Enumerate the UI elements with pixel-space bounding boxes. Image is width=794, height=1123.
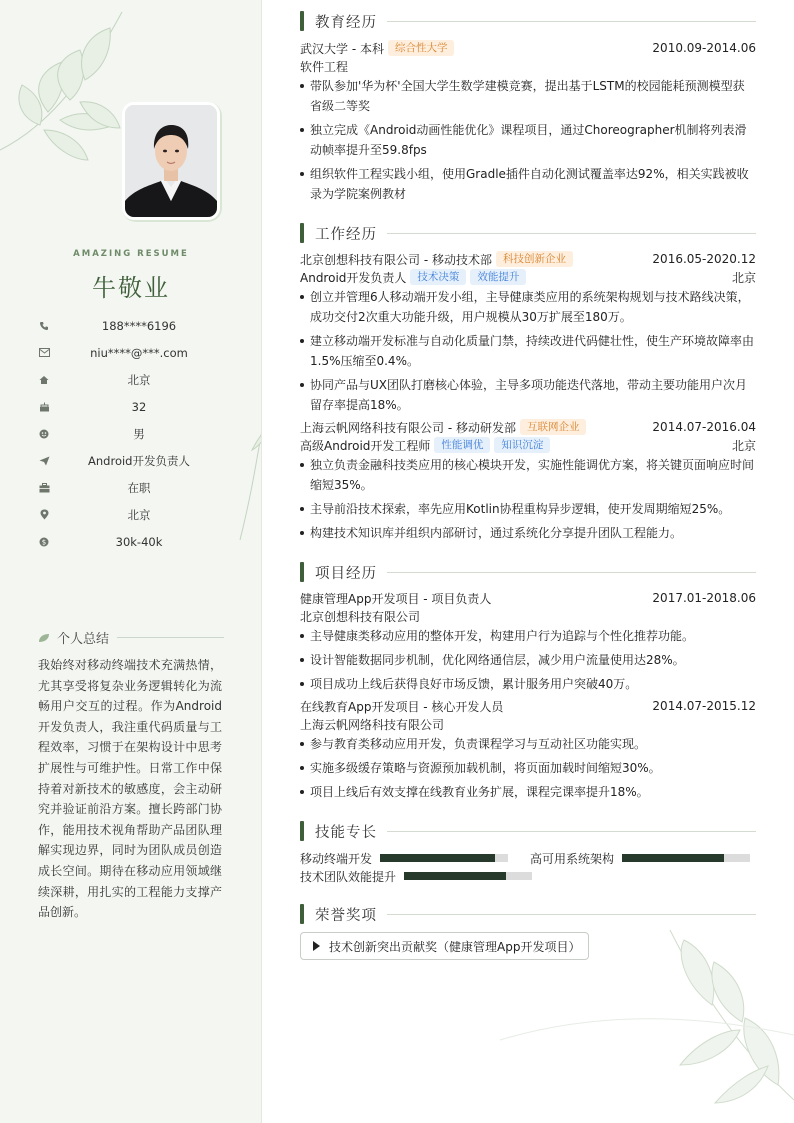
work-title: 工作经历 [315, 226, 377, 243]
project-company-row [300, 715, 756, 733]
skill-bar-track [622, 854, 750, 862]
section-divider [387, 572, 756, 573]
info-row-location [38, 501, 228, 528]
mail-icon [38, 347, 50, 359]
briefcase-icon [38, 482, 50, 494]
job-role-row [300, 436, 756, 454]
job-role: 高级Android开发工程师 [300, 438, 431, 453]
section-divider [387, 21, 756, 22]
skill-name: 高可用系统架构 [530, 851, 615, 866]
brand-label: AMAZING RESUME [73, 249, 189, 259]
section-divider [387, 233, 756, 234]
job-bullet: 独立负责金融科技类应用的核心模块开发，实施性能调优方案，将关键页面响应时间缩短35%。 [300, 455, 756, 495]
email-value: niu****@***.com [90, 345, 188, 360]
education-header [300, 39, 756, 57]
gender-value: 男 [133, 426, 145, 441]
project-header [300, 589, 756, 607]
education-bullet: 组织软件工程实践小组，使用Gradle插件自动化测试覆盖率达92%，相关实践被收录为学院案例教材 [300, 164, 756, 204]
job-bullet: 协同产品与UX团队打磨核心体验，主导多项功能迭代落地，带动主要功能用户次月留存率提高18%。 [300, 375, 756, 415]
cake-icon [38, 401, 50, 413]
project-company: 上海云帆网络科技有限公司 [300, 717, 445, 732]
project-bullet: 参与教育类移动应用开发，负责课程学习与互动社区功能实现。 [300, 734, 756, 754]
project-date: 2017.01-2018.06 [652, 591, 756, 605]
role-tag: 知识沉淀 [494, 437, 550, 453]
phone-value: 188****6196 [101, 318, 177, 333]
company-name: 北京创想科技有限公司 - 移动技术部 [300, 252, 492, 267]
section-divider [387, 831, 756, 832]
section-accent-bar [300, 11, 304, 31]
skill-name: 技术团队效能提升 [300, 869, 397, 884]
role-tag: 效能提升 [470, 269, 526, 285]
education-section-title [300, 11, 756, 31]
avatar-frame [122, 102, 222, 222]
gender-icon [38, 428, 50, 440]
location-icon [38, 509, 50, 521]
company-name: 上海云帆网络科技有限公司 - 移动研发部 [300, 420, 516, 435]
leaf-icon [38, 633, 50, 643]
job-role: Android开发负责人 [300, 270, 407, 285]
expected-city-value: 北京 [127, 507, 151, 522]
info-row-status [38, 474, 228, 501]
sidebar [0, 0, 262, 1123]
project-date: 2014.07-2015.12 [652, 699, 756, 713]
project-name: 在线教育App开发项目 - 核心开发人员 [300, 699, 504, 714]
project-bullet: 实施多级缓存策略与资源预加载机制，将页面加载时间缩短30%。 [300, 758, 756, 778]
skill-item [530, 849, 750, 867]
play-triangle-icon [313, 941, 320, 951]
job-date: 2014.07-2016.04 [652, 420, 756, 434]
salary-icon [38, 536, 50, 548]
major: 软件工程 [300, 59, 349, 74]
skill-item [300, 867, 532, 885]
school-name: 武汉大学 - 本科 [300, 41, 384, 56]
school-tag: 综合性大学 [388, 40, 455, 56]
education-title: 教育经历 [315, 14, 377, 31]
send-icon [38, 455, 50, 467]
skill-bar-track [380, 854, 508, 862]
education-major-row [300, 57, 756, 75]
job-header [300, 418, 756, 436]
candidate-name: 牛敬业 [92, 274, 170, 302]
section-accent-bar [300, 904, 304, 924]
job-city: 北京 [731, 438, 756, 453]
skill-bar-fill [404, 872, 506, 880]
skill-bar-fill [380, 854, 495, 862]
job-role-row [300, 268, 756, 286]
education-bullet: 独立完成《Android动画性能优化》课程项目，通过Choreographer机制将列表滑动帧率提升至59.8fps [300, 120, 756, 160]
skill-bar-track [404, 872, 532, 880]
role-tag: 性能调优 [434, 437, 490, 453]
projects-title: 项目经历 [315, 565, 377, 582]
awards-title: 荣誉奖项 [315, 907, 377, 924]
salary-value: 30k-40k [115, 534, 163, 549]
position-value: Android开发负责人 [88, 453, 190, 468]
info-row-age [38, 393, 228, 420]
project-bullet: 项目成功上线后获得良好市场反馈，累计服务用户突破40万。 [300, 674, 756, 694]
skills-section-title [300, 821, 756, 841]
info-row-salary [38, 528, 228, 555]
svg-text:$: $ [41, 538, 47, 546]
hometown-value: 北京 [127, 372, 151, 387]
phone-icon [38, 320, 50, 332]
company-tag: 互联网企业 [520, 419, 587, 435]
skills-title: 技能专长 [315, 824, 377, 841]
project-bullet: 项目上线后有效支撑在线教育业务扩展，课程完课率提升18%。 [300, 782, 756, 802]
job-city: 北京 [731, 270, 756, 285]
contact-info-list [38, 312, 228, 555]
awards-section-title [300, 904, 756, 924]
summary-divider [117, 637, 224, 638]
skill-bar-fill [622, 854, 724, 862]
summary-heading [38, 628, 224, 647]
info-row-email [38, 339, 228, 366]
job-bullet: 构建技术知识库并组织内部研讨，通过系统化分享提升团队工程能力。 [300, 523, 756, 543]
job-date: 2016.05-2020.12 [652, 252, 756, 266]
award-text: 技术创新突出贡献奖（健康管理App开发项目） [329, 939, 581, 954]
project-company-row [300, 607, 756, 625]
section-divider [387, 914, 756, 915]
job-status-value: 在职 [127, 480, 151, 495]
education-bullet: 带队参加'华为杯'全国大学生数学建模竞赛，提出基于LSTM的校园能耗预测模型获省级二等奖 [300, 76, 756, 116]
job-header [300, 250, 756, 268]
role-tag: 技术决策 [410, 269, 466, 285]
info-row-gender [38, 420, 228, 447]
home-icon [38, 374, 50, 386]
job-bullet: 建立移动端开发标准与自动化质量门禁，持续改进代码健壮性，使生产环境故障率由1.5%压缩至0.4%。 [300, 331, 756, 371]
section-accent-bar [300, 223, 304, 243]
job-bullet: 主导前沿技术探索，率先应用Kotlin协程重构异步逻辑，使开发周期缩短25%。 [300, 499, 756, 519]
info-row-home [38, 366, 228, 393]
age-value: 32 [131, 399, 147, 414]
job-bullet: 创立并管理6人移动端开发小组，主导健康类应用的系统架构规划与技术路线决策，成功交付2次重大功能升级，用户规模从30万扩展至180万。 [300, 287, 756, 327]
project-bullet: 设计智能数据同步机制，优化网络通信层，减少用户流量使用达28%。 [300, 650, 756, 670]
avatar [122, 102, 220, 220]
info-row-position [38, 447, 228, 474]
project-company: 北京创想科技有限公司 [300, 609, 421, 624]
education-date: 2010.09-2014.06 [652, 41, 756, 55]
info-row-phone [38, 312, 228, 339]
award-item[interactable] [300, 932, 589, 960]
summary-text: 我始终对移动终端技术充满热情，尤其享受将复杂业务逻辑转化为流畅用户交互的过程。作为Android开发负责人，我注重代码质量与工程效率，习惯于在架构设计中思考扩展性与可维护性。日常工作中保持着对新技术的敏感度，会主动研究并验证前沿方案。擅长跨部门协作，能用技术视角帮助产品团队理解实现边界，同时为团队成员创造成长空间。期待在移动应用领域继续深耕，用扎实的工程能力支撑产品创新。 [38, 658, 222, 920]
project-header [300, 697, 756, 715]
work-section-title [300, 223, 756, 243]
company-tag: 科技创新企业 [496, 251, 573, 267]
summary-title: 个人总结 [57, 632, 110, 647]
projects-section-title [300, 562, 756, 582]
portrait-image [125, 105, 217, 217]
section-accent-bar [300, 562, 304, 582]
skill-name: 移动终端开发 [300, 851, 373, 866]
project-name: 健康管理App开发项目 - 项目负责人 [300, 591, 492, 606]
skill-item [300, 849, 508, 867]
section-accent-bar [300, 821, 304, 841]
project-bullet: 主导健康类移动应用的整体开发，构建用户行为追踪与个性化推荐功能。 [300, 626, 756, 646]
